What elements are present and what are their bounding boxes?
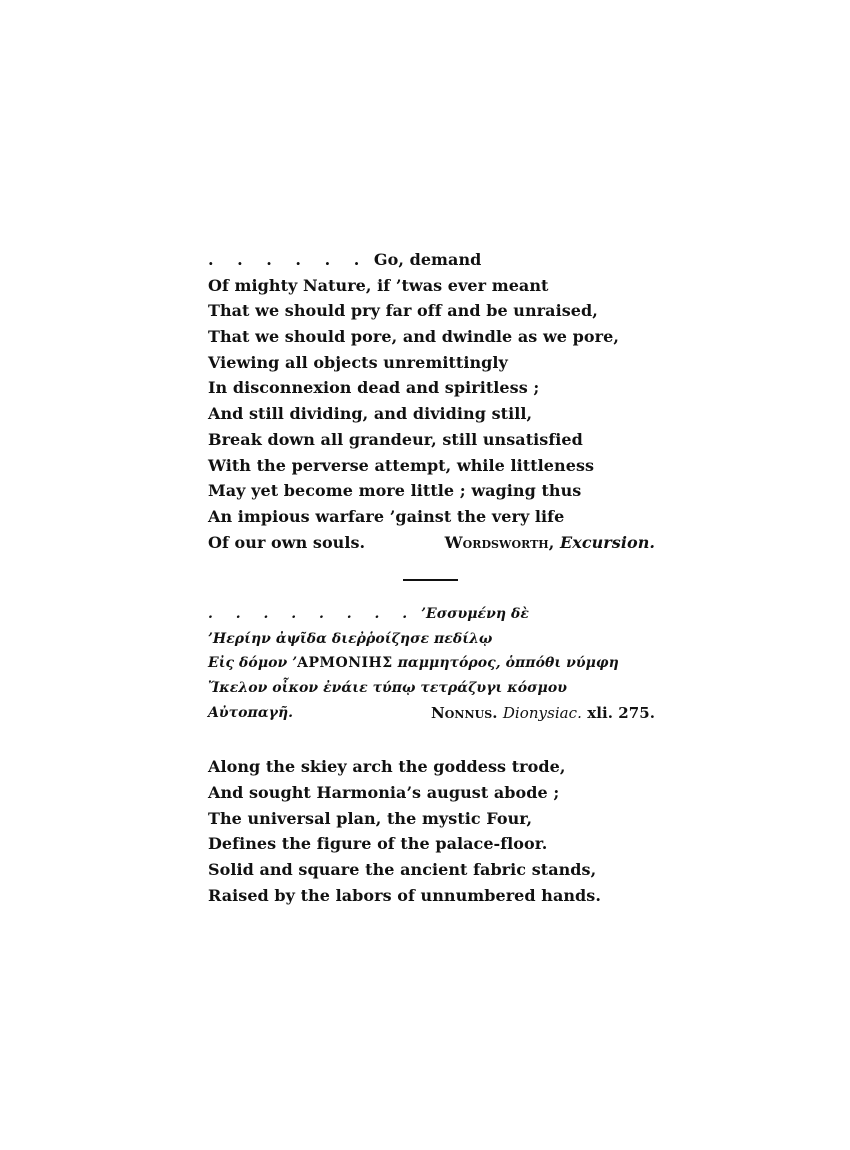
translation-line: Along the skiey arch the goddess trode, <box>208 757 566 776</box>
greek-line-text: Αὐτοπαγῆ. <box>208 704 294 721</box>
section-divider <box>403 579 458 581</box>
greek-line <box>208 602 655 627</box>
poem-line: Viewing all objects unremittingly <box>208 352 508 372</box>
translation-line: The universal plan, the mystic Four, <box>208 808 533 828</box>
attribution-work: Dionysiac. <box>502 703 582 722</box>
nonnus-stanza <box>208 602 655 725</box>
poem-line: Of mighty Nature, if ’twas ever meant <box>208 275 549 295</box>
translation-line: And sought Harmonia’s august abode ; <box>208 782 560 802</box>
poem-line: That we should pore, and dwindle as we pore, <box>208 327 619 347</box>
attribution-work: Excursion. <box>560 532 655 552</box>
poem-line-text: Go, demand <box>373 250 482 269</box>
poem-line: With the perverse attempt, while littleness <box>208 455 595 475</box>
greek-line-caps: ΑΡΜΟΝΙΗΣ <box>297 655 393 672</box>
poem-line: And still dividing, and dividing still, <box>208 404 533 424</box>
attribution <box>431 701 655 726</box>
poem-line: An impious warfare ’gainst the very life <box>208 506 565 526</box>
translation-line: Raised by the labors of unnumbered hands. <box>208 885 601 905</box>
wordsworth-stanza <box>208 247 655 555</box>
attribution-ref: xli. 275. <box>587 703 655 722</box>
greek-line-pre: Εἰς δόμον ’ <box>208 655 298 672</box>
poem-line: That we should pry far off and be unraised, <box>208 301 598 321</box>
poem-line <box>208 247 655 273</box>
poem-line-text: Of our own souls. <box>208 532 366 552</box>
greek-line-text: ’Εσσυμένη δὲ <box>421 606 529 622</box>
ellipsis-dots: . . . . . . <box>208 250 369 269</box>
attribution <box>445 530 655 556</box>
poem-line: May yet become more little ; waging thus <box>208 481 582 501</box>
translation-line: Solid and square the ancient fabric stands, <box>208 860 597 880</box>
greek-line: ’Ηερίην ἀψῖδα διεῤῥοίζησε πεδίλῳ <box>208 630 493 647</box>
attribution-author: Wordsworth, <box>444 532 555 552</box>
greek-line-final <box>208 701 655 726</box>
greek-line: Ἴκελον οἶκον ἐνάιε τύπῳ τετράζυγι κόσμου <box>208 680 567 697</box>
greek-line-post: παμμητόρος, ὁππόθι νύμφη <box>392 655 619 672</box>
attribution-author: Nonnus. <box>431 703 498 722</box>
poem-line-final <box>208 530 655 556</box>
poem-line: Break down all grandeur, still unsatisfied <box>208 429 583 449</box>
translation-line: Defines the figure of the palace-floor. <box>208 834 548 854</box>
poem-line: In disconnexion dead and spiritless ; <box>208 378 540 398</box>
greek-line <box>208 651 655 676</box>
translation-stanza <box>208 754 658 909</box>
ellipsis-dots: . . . . . . . . <box>208 606 417 622</box>
